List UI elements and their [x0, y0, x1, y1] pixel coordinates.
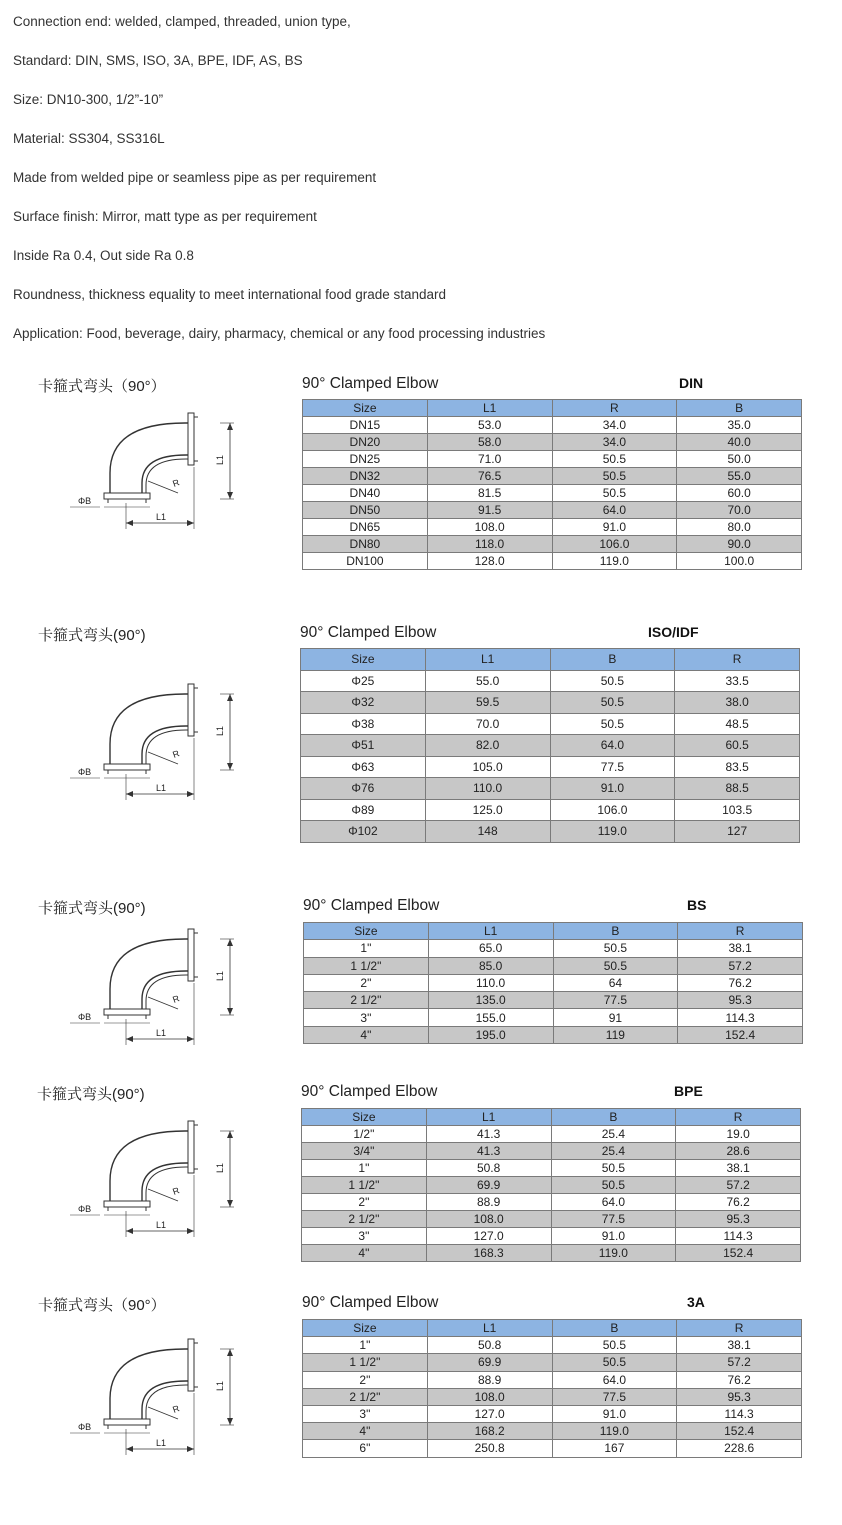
table-cell: DN40 — [303, 485, 428, 502]
table-cell: 1" — [304, 940, 429, 957]
table-cell: 69.9 — [426, 1177, 551, 1194]
radius-label: R — [171, 993, 181, 1005]
table-cell: 2" — [303, 1371, 428, 1388]
table-cell: 119.0 — [552, 553, 677, 570]
table-row — [303, 502, 802, 519]
table-cell: 103.5 — [675, 799, 800, 821]
table-row — [303, 1440, 802, 1457]
table-cell: 195.0 — [428, 1026, 553, 1043]
spec-table — [301, 1108, 801, 1262]
table-cell: 70.0 — [425, 713, 550, 735]
table-cell: 128.0 — [427, 553, 552, 570]
l1-vertical-label: L1 — [215, 1162, 225, 1173]
table-row — [303, 553, 802, 570]
table-cell: 148 — [425, 821, 550, 843]
table-cell: Φ89 — [301, 799, 426, 821]
table-cell: 64.0 — [550, 735, 675, 757]
table-cell: DN80 — [303, 536, 428, 553]
table-cell: 69.9 — [427, 1354, 552, 1371]
table-cell: 250.8 — [427, 1440, 552, 1457]
elbow-drawing — [70, 403, 260, 538]
elbow-drawing — [70, 674, 260, 809]
table-cell: 50.5 — [551, 1160, 676, 1177]
column-header: Size — [303, 400, 428, 417]
column-header: B — [550, 649, 675, 671]
table-cell: 6" — [303, 1440, 428, 1457]
cn-title: 卡箍式弯头（90°） — [38, 1297, 166, 1314]
dia-b-label: ΦB — [78, 496, 92, 506]
table-title: 90° Clamped Elbow — [302, 375, 439, 392]
table-title: 90° Clamped Elbow — [302, 1294, 439, 1311]
table-cell: 35.0 — [677, 417, 802, 434]
table-cell: 76.2 — [678, 974, 803, 991]
table-cell: 55.0 — [677, 468, 802, 485]
table-cell: 125.0 — [425, 799, 550, 821]
table-row — [303, 485, 802, 502]
spec-table — [302, 399, 802, 570]
table-cell: 50.8 — [426, 1160, 551, 1177]
table-header-row — [302, 1109, 801, 1126]
column-header: R — [675, 649, 800, 671]
table-cell: 114.3 — [676, 1228, 801, 1245]
column-header: Size — [303, 1320, 428, 1337]
table-cell: 88.9 — [427, 1371, 552, 1388]
table-cell: 80.0 — [677, 519, 802, 536]
table-cell: 1" — [303, 1337, 428, 1354]
table-cell: 59.5 — [425, 692, 550, 714]
table-cell: 119 — [553, 1026, 678, 1043]
table-row — [302, 1245, 801, 1262]
table-row — [301, 735, 800, 757]
column-header: R — [677, 1320, 802, 1337]
table-cell: 19.0 — [676, 1126, 801, 1143]
table-row — [302, 1211, 801, 1228]
table-cell: 41.3 — [426, 1143, 551, 1160]
table-cell: 57.2 — [677, 1354, 802, 1371]
table-cell: 50.5 — [550, 692, 675, 714]
table-cell: 55.0 — [425, 670, 550, 692]
table-row — [304, 992, 803, 1009]
table-cell: 77.5 — [553, 992, 678, 1009]
table-cell: 1 1/2" — [302, 1177, 427, 1194]
radius-label: R — [171, 477, 181, 489]
table-row — [304, 957, 803, 974]
table-cell: 91.0 — [551, 1228, 676, 1245]
radius-label: R — [171, 748, 181, 760]
table-cell: 95.3 — [678, 992, 803, 1009]
table-cell: 1 1/2" — [304, 957, 429, 974]
table-cell: 118.0 — [427, 536, 552, 553]
table-cell: 91.0 — [552, 1405, 677, 1422]
table-cell: 25.4 — [551, 1143, 676, 1160]
elbow-diagram — [70, 1111, 260, 1241]
table-cell: 228.6 — [677, 1440, 802, 1457]
table-cell: 152.4 — [677, 1423, 802, 1440]
table-cell: 34.0 — [552, 417, 677, 434]
table-cell: 108.0 — [427, 1388, 552, 1405]
spec-line: Standard: DIN, SMS, ISO, 3A, BPE, IDF, AS, BS — [13, 53, 303, 68]
column-header: Size — [301, 649, 426, 671]
table-cell: 77.5 — [552, 1388, 677, 1405]
table-cell: 4" — [304, 1026, 429, 1043]
table-row — [301, 692, 800, 714]
table-cell: 3/4" — [302, 1143, 427, 1160]
table-cell: 50.5 — [552, 468, 677, 485]
table-cell: 76.5 — [427, 468, 552, 485]
standard-label: 3A — [687, 1294, 705, 1310]
table-cell: 108.0 — [426, 1211, 551, 1228]
table-cell: Φ102 — [301, 821, 426, 843]
table-header-row — [303, 400, 802, 417]
table-cell: 1 1/2" — [303, 1354, 428, 1371]
table-cell: 2" — [304, 974, 429, 991]
spec-line: Connection end: welded, clamped, threaded, union type, — [13, 14, 351, 29]
table-cell: 88.5 — [675, 778, 800, 800]
table-cell: 76.2 — [676, 1194, 801, 1211]
table-row — [304, 940, 803, 957]
table-row — [302, 1194, 801, 1211]
table-cell: 81.5 — [427, 485, 552, 502]
table-row — [304, 1009, 803, 1026]
table-title: 90° Clamped Elbow — [303, 897, 440, 914]
table-cell: 114.3 — [678, 1009, 803, 1026]
table-cell: 38.0 — [675, 692, 800, 714]
table-cell: 25.4 — [551, 1126, 676, 1143]
table-cell: 50.5 — [552, 485, 677, 502]
elbow-diagram — [70, 919, 260, 1049]
table-row — [303, 1388, 802, 1405]
table-cell: Φ25 — [301, 670, 426, 692]
table-cell: 50.0 — [677, 451, 802, 468]
table-cell: 64.0 — [552, 1371, 677, 1388]
table-cell: 3" — [304, 1009, 429, 1026]
l1-horizontal-label: L1 — [156, 783, 167, 793]
column-header: B — [552, 1320, 677, 1337]
section-bpe — [0, 1083, 842, 1273]
table-cell: 2 1/2" — [302, 1211, 427, 1228]
section-3a — [0, 1294, 842, 1474]
table-cell: 82.0 — [425, 735, 550, 757]
table-cell: 50.5 — [553, 957, 678, 974]
table-cell: 105.0 — [425, 756, 550, 778]
spec-table — [300, 648, 800, 843]
column-header: R — [678, 923, 803, 940]
l1-horizontal-label: L1 — [156, 1438, 167, 1448]
l1-vertical-label: L1 — [215, 725, 225, 736]
table-row — [303, 451, 802, 468]
spec-line: Roundness, thickness equality to meet international food grade standard — [13, 287, 447, 302]
elbow-diagram — [70, 403, 260, 533]
spec-list — [13, 14, 813, 365]
table-cell: 106.0 — [550, 799, 675, 821]
table-cell: DN100 — [303, 553, 428, 570]
table-header-row — [303, 1320, 802, 1337]
table-row — [302, 1177, 801, 1194]
table-cell: 33.5 — [675, 670, 800, 692]
table-row — [303, 1354, 802, 1371]
table-cell: 85.0 — [428, 957, 553, 974]
table-row — [301, 713, 800, 735]
table-cell: 3" — [302, 1228, 427, 1245]
elbow-drawing — [70, 1329, 260, 1464]
column-header: L1 — [428, 923, 553, 940]
table-cell: 2 1/2" — [304, 992, 429, 1009]
table-row — [304, 1026, 803, 1043]
table-cell: 127.0 — [427, 1405, 552, 1422]
l1-horizontal-label: L1 — [156, 1028, 167, 1038]
table-cell: 168.3 — [426, 1245, 551, 1262]
spec-line: Made from welded pipe or seamless pipe as per requirement — [13, 170, 377, 185]
column-header: B — [677, 400, 802, 417]
table-cell: DN50 — [303, 502, 428, 519]
table-title: 90° Clamped Elbow — [300, 624, 437, 641]
table-cell: DN65 — [303, 519, 428, 536]
table-cell: 152.4 — [676, 1245, 801, 1262]
table-cell: 91.0 — [550, 778, 675, 800]
table-cell: 50.5 — [550, 670, 675, 692]
spec-table — [303, 922, 803, 1044]
table-row — [301, 670, 800, 692]
table-row — [303, 468, 802, 485]
table-cell: 110.0 — [428, 974, 553, 991]
table-cell: 76.2 — [677, 1371, 802, 1388]
dia-b-label: ΦB — [78, 1012, 92, 1022]
table-cell: 41.3 — [426, 1126, 551, 1143]
table-row — [303, 417, 802, 434]
column-header: Size — [302, 1109, 427, 1126]
radius-label: R — [171, 1403, 181, 1415]
table-cell: Φ51 — [301, 735, 426, 757]
table-row — [303, 536, 802, 553]
l1-horizontal-label: L1 — [156, 512, 167, 522]
table-cell: 50.5 — [550, 713, 675, 735]
spec-line: Application: Food, beverage, dairy, pharmacy, chemical or any food processing industries — [13, 326, 546, 341]
table-cell: 38.1 — [676, 1160, 801, 1177]
table-cell: 2" — [302, 1194, 427, 1211]
table-cell: 60.5 — [675, 735, 800, 757]
section-din — [0, 375, 842, 575]
table-cell: 168.2 — [427, 1423, 552, 1440]
table-cell: 91.0 — [552, 519, 677, 536]
table-cell: 155.0 — [428, 1009, 553, 1026]
table-cell: 53.0 — [427, 417, 552, 434]
table-cell: 119.0 — [552, 1423, 677, 1440]
standard-label: BS — [687, 897, 707, 913]
table-cell: 38.1 — [678, 940, 803, 957]
table-cell: 119.0 — [551, 1245, 676, 1262]
column-header: L1 — [427, 400, 552, 417]
standard-label: DIN — [679, 375, 704, 391]
table-row — [302, 1228, 801, 1245]
table-row — [302, 1126, 801, 1143]
table-cell: 64.0 — [551, 1194, 676, 1211]
table-row — [303, 1371, 802, 1388]
table-cell: 135.0 — [428, 992, 553, 1009]
column-header: B — [551, 1109, 676, 1126]
l1-vertical-label: L1 — [215, 1380, 225, 1391]
table-cell: 50.5 — [552, 1354, 677, 1371]
table-row — [303, 519, 802, 536]
table-cell: 77.5 — [550, 756, 675, 778]
table-cell: 64.0 — [552, 502, 677, 519]
table-cell: Φ63 — [301, 756, 426, 778]
dia-b-label: ΦB — [78, 767, 92, 777]
table-row — [303, 1337, 802, 1354]
cn-title: 卡箍式弯头(90°) — [37, 1086, 145, 1103]
cn-title: 卡箍式弯头(90°) — [38, 627, 146, 644]
table-cell: DN25 — [303, 451, 428, 468]
table-cell: 71.0 — [427, 451, 552, 468]
cn-title: 卡箍式弯头(90°) — [38, 900, 146, 917]
table-header-row — [304, 923, 803, 940]
table-row — [304, 974, 803, 991]
table-cell: 50.5 — [552, 451, 677, 468]
table-row — [303, 1405, 802, 1422]
table-row — [301, 756, 800, 778]
dia-b-label: ΦB — [78, 1204, 92, 1214]
table-cell: 58.0 — [427, 434, 552, 451]
column-header: L1 — [425, 649, 550, 671]
table-row — [301, 778, 800, 800]
spec-line: Material: SS304, SS316L — [13, 131, 165, 146]
table-cell: DN15 — [303, 417, 428, 434]
table-cell: 28.6 — [676, 1143, 801, 1160]
table-cell: 1" — [302, 1160, 427, 1177]
column-header: Size — [304, 923, 429, 940]
table-cell: 3" — [303, 1405, 428, 1422]
table-cell: 91 — [553, 1009, 678, 1026]
table-cell: 77.5 — [551, 1211, 676, 1228]
table-cell: 34.0 — [552, 434, 677, 451]
table-cell: 108.0 — [427, 519, 552, 536]
table-cell: 50.5 — [551, 1177, 676, 1194]
table-cell: 152.4 — [678, 1026, 803, 1043]
table-cell: 48.5 — [675, 713, 800, 735]
elbow-drawing — [70, 919, 260, 1054]
spec-table — [302, 1319, 802, 1458]
l1-vertical-label: L1 — [215, 970, 225, 981]
standard-label: ISO/IDF — [648, 624, 699, 640]
table-cell: DN20 — [303, 434, 428, 451]
table-cell: 38.1 — [677, 1337, 802, 1354]
table-cell: 57.2 — [676, 1177, 801, 1194]
column-header: B — [553, 923, 678, 940]
table-row — [301, 821, 800, 843]
table-cell: 100.0 — [677, 553, 802, 570]
spec-line: Inside Ra 0.4, Out side Ra 0.8 — [13, 248, 194, 263]
column-header: R — [552, 400, 677, 417]
table-cell: 91.5 — [427, 502, 552, 519]
table-cell: 70.0 — [677, 502, 802, 519]
section-bs — [0, 897, 842, 1057]
table-header-row — [301, 649, 800, 671]
table-cell: 4" — [302, 1245, 427, 1262]
table-cell: 95.3 — [677, 1388, 802, 1405]
dia-b-label: ΦB — [78, 1422, 92, 1432]
table-cell: 57.2 — [678, 957, 803, 974]
l1-vertical-label: L1 — [215, 454, 225, 465]
table-cell: 65.0 — [428, 940, 553, 957]
table-cell: 4" — [303, 1423, 428, 1440]
table-cell: 90.0 — [677, 536, 802, 553]
radius-label: R — [171, 1185, 181, 1197]
table-cell: 127.0 — [426, 1228, 551, 1245]
table-cell: 50.5 — [553, 940, 678, 957]
table-cell: Φ38 — [301, 713, 426, 735]
table-cell: Φ76 — [301, 778, 426, 800]
table-row — [301, 799, 800, 821]
table-cell: 88.9 — [426, 1194, 551, 1211]
standard-label: BPE — [674, 1083, 703, 1099]
table-cell: 83.5 — [675, 756, 800, 778]
table-row — [303, 1423, 802, 1440]
elbow-diagram — [70, 1329, 260, 1459]
table-row — [302, 1160, 801, 1177]
table-cell: 64 — [553, 974, 678, 991]
elbow-drawing — [70, 1111, 260, 1246]
elbow-diagram — [70, 674, 260, 804]
table-cell: 167 — [552, 1440, 677, 1457]
cn-title: 卡箍式弯头（90°） — [38, 378, 166, 395]
table-cell: 106.0 — [552, 536, 677, 553]
table-cell: 50.5 — [552, 1337, 677, 1354]
table-cell: Φ32 — [301, 692, 426, 714]
table-cell: 114.3 — [677, 1405, 802, 1422]
table-cell: 50.8 — [427, 1337, 552, 1354]
column-header: L1 — [426, 1109, 551, 1126]
table-row — [303, 434, 802, 451]
table-row — [302, 1143, 801, 1160]
spec-line: Size: DN10-300, 1/2”-10” — [13, 92, 164, 107]
spec-line: Surface finish: Mirror, matt type as per requirement — [13, 209, 317, 224]
table-cell: 95.3 — [676, 1211, 801, 1228]
table-cell: 127 — [675, 821, 800, 843]
table-cell: DN32 — [303, 468, 428, 485]
table-cell: 1/2" — [302, 1126, 427, 1143]
table-title: 90° Clamped Elbow — [301, 1083, 438, 1100]
column-header: L1 — [427, 1320, 552, 1337]
section-iso-idf — [0, 624, 842, 854]
column-header: R — [676, 1109, 801, 1126]
l1-horizontal-label: L1 — [156, 1220, 167, 1230]
table-cell: 60.0 — [677, 485, 802, 502]
table-cell: 40.0 — [677, 434, 802, 451]
table-cell: 110.0 — [425, 778, 550, 800]
table-cell: 2 1/2" — [303, 1388, 428, 1405]
table-cell: 119.0 — [550, 821, 675, 843]
